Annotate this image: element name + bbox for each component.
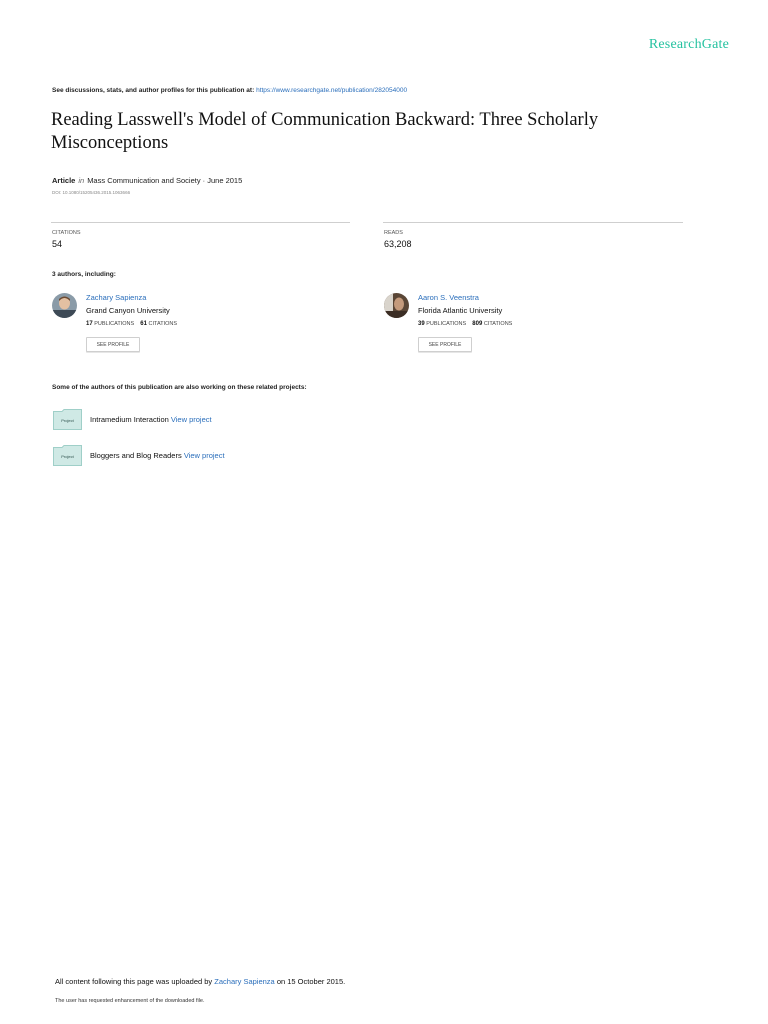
citations-label: CITATIONS	[483, 321, 513, 327]
publication-link[interactable]: https://www.researchgate.net/publication/282054000	[256, 87, 408, 94]
view-project-link[interactable]: View project	[170, 415, 212, 424]
publication-title: Reading Lasswell's Model of Communication Backward: Three Scholarly Misconceptions	[51, 110, 599, 153]
project-item	[90, 451, 225, 460]
publications-label: PUBLICATIONS	[426, 321, 467, 327]
project-name: Intramedium Interaction	[90, 415, 169, 424]
divider	[51, 222, 350, 223]
publication-meta	[52, 176, 242, 185]
in-word: in	[78, 176, 85, 185]
reads-label: READS	[384, 230, 403, 236]
author-stats	[418, 321, 512, 327]
author-institution: Grand Canyon University	[86, 306, 170, 315]
project-icon-label: Project	[61, 418, 74, 423]
discussion-line	[52, 87, 407, 94]
projects-heading: Some of the authors of this publication are also working on these related projects:	[52, 384, 307, 391]
see-profile-button[interactable]: SEE PROFILE	[418, 337, 472, 352]
project-item	[90, 415, 212, 424]
researchgate-logo[interactable]: ResearchGate	[648, 37, 729, 52]
citations-count: 809	[472, 321, 483, 327]
citations-value: 54	[52, 239, 63, 249]
publication-venue: Mass Communication and Society · June 2015	[87, 176, 243, 185]
discussion-text: See discussions, stats, and author profiles for this publication at:	[52, 87, 255, 94]
avatar[interactable]	[384, 293, 409, 318]
avatar[interactable]	[52, 293, 77, 318]
project-folder-icon	[53, 409, 82, 430]
project-icon-label: Project	[61, 454, 74, 459]
citations-count: 61	[140, 321, 147, 327]
enhancement-note: The user has requested enhancement of the downloaded file.	[55, 998, 205, 1004]
publication-doi: DOI: 10.1080/15205436.2015.1063666	[52, 190, 131, 195]
upload-suffix: on 15 October 2015.	[276, 977, 346, 986]
project-name: Bloggers and Blog Readers	[90, 451, 182, 460]
publications-count: 39	[418, 321, 425, 327]
author-name-link[interactable]: Aaron S. Veenstra	[418, 293, 479, 302]
author-institution: Florida Atlantic University	[418, 306, 503, 315]
reads-value: 63,208	[384, 239, 412, 249]
uploader-link[interactable]: Zachary Sapienza	[214, 977, 275, 986]
upload-note	[55, 977, 345, 986]
upload-prefix: All content following this page was uploaded by	[55, 977, 213, 986]
publication-type: Article	[52, 176, 76, 185]
view-project-link[interactable]: View project	[183, 451, 225, 460]
author-stats	[86, 321, 177, 327]
citations-label: CITATIONS	[52, 230, 81, 236]
authors-heading: 3 authors, including:	[52, 271, 116, 278]
see-profile-button[interactable]: SEE PROFILE	[86, 337, 140, 352]
publications-label: PUBLICATIONS	[94, 321, 135, 327]
author-name-link[interactable]: Zachary Sapienza	[86, 293, 147, 302]
divider	[383, 222, 683, 223]
publications-count: 17	[86, 321, 93, 327]
citations-label: CITATIONS	[148, 321, 178, 327]
project-folder-icon	[53, 445, 82, 466]
